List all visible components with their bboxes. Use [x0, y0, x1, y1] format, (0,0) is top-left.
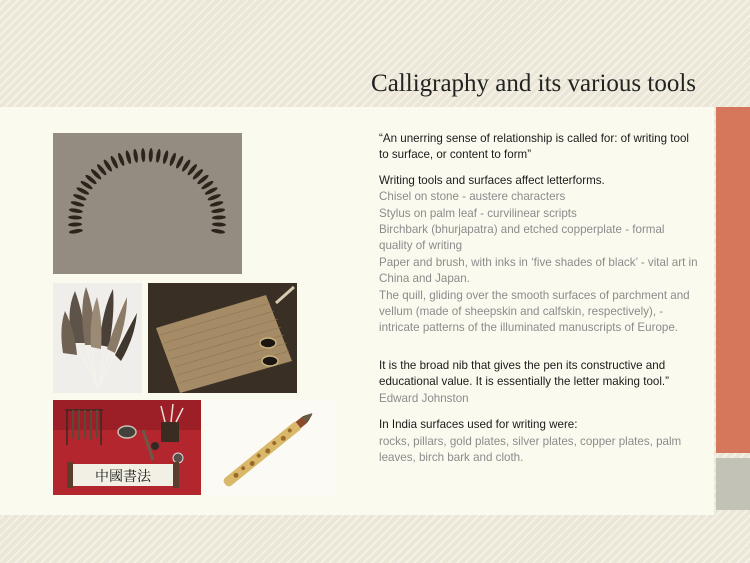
section1-item: Birchbark (bhurjapatra) and etched copperplate - formal quality of writing — [379, 223, 665, 253]
section1-item: Paper and brush, with inks in ‘five shades of black’ - vital art in China and Japan. — [379, 255, 698, 286]
section1-item: The quill, gliding over the smooth surfaces of parchment and vellum (made of sheepskin and calfskin, respectively), - intricate patterns of the illuminated manuscripts of Europe. — [379, 288, 690, 335]
chinese-calligraphy-set-photo — [53, 400, 201, 495]
quill-feathers-photo — [53, 283, 142, 393]
text-column — [379, 131, 701, 466]
calligraphy-scroll-text: 中國書法 — [95, 469, 151, 485]
pen-nibs-arc-photo — [53, 133, 242, 274]
johnston-quote: It is the broad nib that gives the pen its constructive and educational value. It is essentially the letter making tool.” — [379, 358, 669, 389]
accent-bar-gray — [716, 458, 750, 510]
quote-author: Edward Johnston — [379, 391, 469, 405]
section1-item: Chisel on stone - austere characters — [379, 190, 566, 204]
bamboo-brush-photo — [206, 400, 336, 495]
section1-item: Stylus on palm leaf - curvilinear scripts — [379, 206, 577, 220]
opening-quote: “An unerring sense of relationship is called for: of writing tool to surface, or content to form” — [379, 132, 689, 162]
section2-heading: In India surfaces used for writing were: — [379, 418, 578, 432]
accent-bar — [716, 107, 750, 453]
writing-board-photo — [148, 283, 297, 393]
page-title: Calligraphy and its various tools — [371, 70, 696, 97]
section2-body: rocks, pillars, gold plates, silver plates, copper plates, palm leaves, birch bark and cloth. — [379, 434, 682, 464]
section1-heading: Writing tools and surfaces affect letterforms. — [379, 173, 605, 187]
